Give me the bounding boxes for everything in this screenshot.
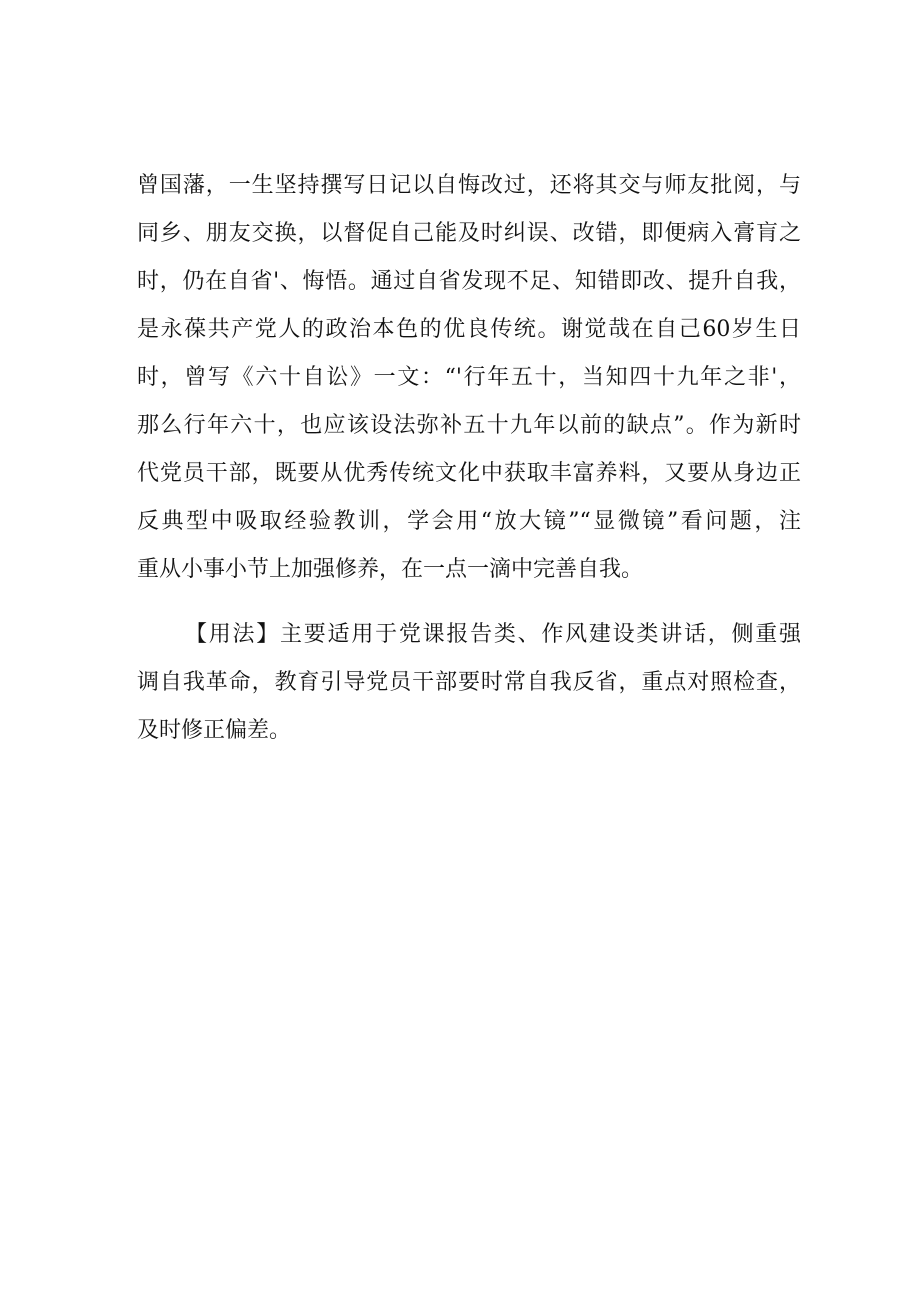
paragraph-1-line-9: 重从小事小节上加强修养，在一点一滴中完善自我。 [137,557,644,582]
paragraph-1-line-7: 代党员干部，既要从优秀传统文化中获取丰富养料，又要从身边正 [137,461,801,486]
paragraph-1 [137,162,801,594]
paragraph-2-line-3: 及时修正偏差。 [137,718,292,743]
document-body [137,162,801,755]
paragraph-2 [137,611,801,755]
paragraph-2-line-1: 【用法】主要适用于党课报告类、作风建设类讲话，侧重强 [185,622,801,647]
paragraph-1-line-4: 是永葆共产党人的政治本色的优良传统。谢觉哉在自己60岁生日 [137,317,801,342]
paragraph-1-line-2: 同乡、朋友交换，以督促自己能及时纠误、改错，即便病入膏肓之 [137,221,801,246]
paragraph-1-line-8: 反典型中吸取经验教训，学会用“放大镜”“显微镜”看问题，注 [137,509,801,534]
paragraph-1-line-1: 曾国藩，一生坚持撰写日记以自悔改过，还将其交与师友批阅，与 [137,173,801,198]
paragraph-2-line-2: 调自我革命，教育引导党员干部要时常自我反省，重点对照检查， [137,670,801,695]
paragraph-1-line-6: 那么行年六十，也应该设法弥补五十九年以前的缺点”。作为新时 [137,413,801,438]
paragraph-1-line-3: 时，仍在自省'、悔悟。通过自省发现不足、知错即改、提升自我， [137,269,801,294]
paragraph-spacer [137,594,801,611]
paragraph-1-line-5: 时，曾写《六十自讼》一文：“'行年五十，当知四十九年之非'， [137,365,801,390]
